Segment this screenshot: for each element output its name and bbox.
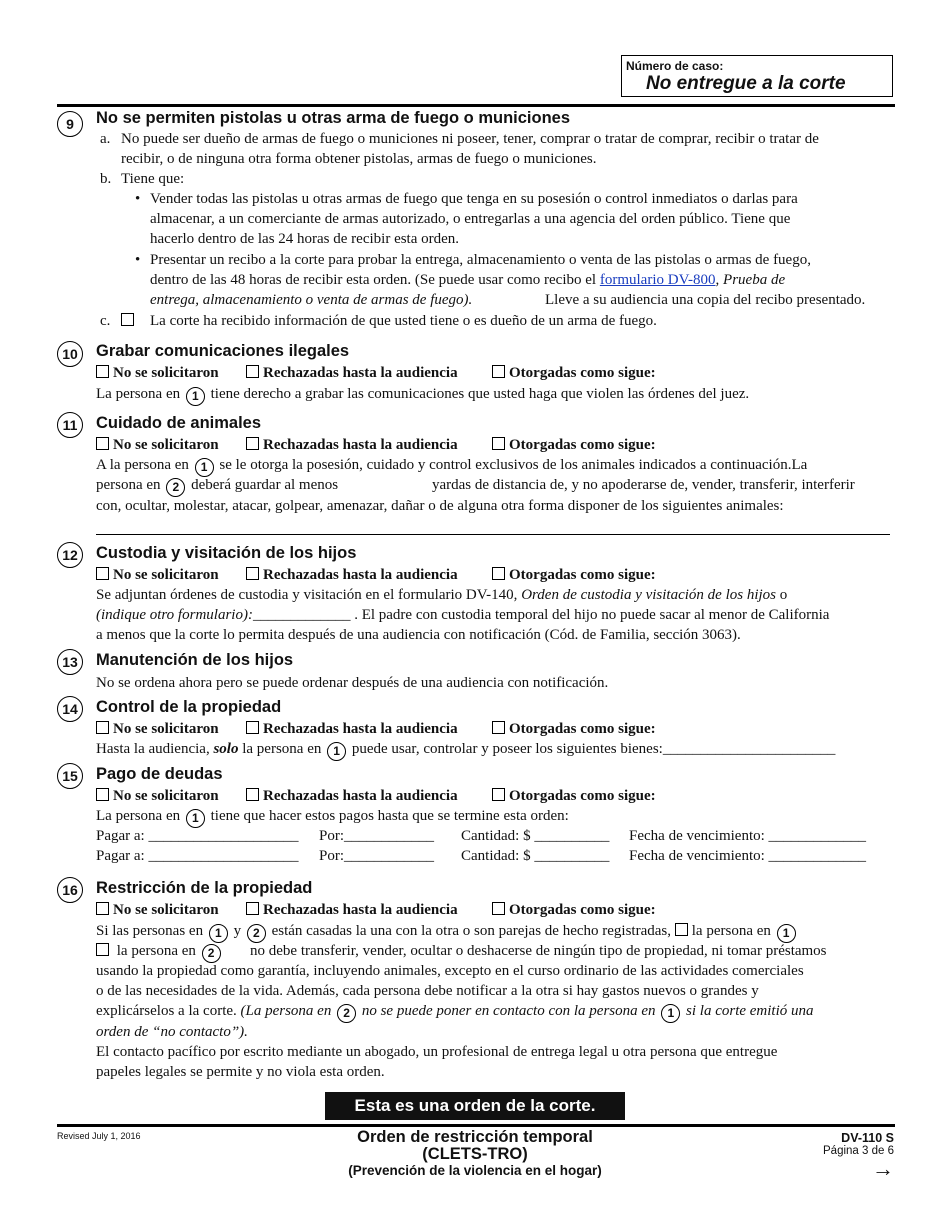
party-1-circle: 1 bbox=[186, 809, 205, 828]
s9-b-letter: b. bbox=[100, 171, 112, 187]
s9-b1-line2: almacenar, a un comerciante de armas autorizado, o entregarlas a una agencia del orden público. Tiene que bbox=[150, 211, 791, 227]
s16-line1: Si las personas en 1 y 2 están casadas la una con la otra o son parejas de hecho registradas, la persona en 1 bbox=[96, 921, 798, 943]
section-13-title: Manutención de los hijos bbox=[96, 651, 294, 669]
section-number-10: 10 bbox=[57, 341, 83, 367]
court-order-banner: Esta es una orden de la corte. bbox=[325, 1092, 625, 1120]
form-title-line3: (Prevención de la violencia en el hogar) bbox=[348, 1163, 602, 1178]
denied-checkbox[interactable] bbox=[246, 788, 259, 801]
s9-a-line1: No puede ser dueño de armas de fuego o municiones ni poseer, tener, comprar o tratar de comprar, recibir o tratar de bbox=[121, 131, 819, 147]
not-requested-checkbox[interactable] bbox=[96, 902, 109, 915]
s9-b2-line3-end: Lleve a su audiencia una copia del recibo presentado. bbox=[545, 292, 866, 308]
animals-fill-line[interactable] bbox=[96, 534, 890, 535]
form-title-line2: (CLETS-TRO) bbox=[422, 1145, 528, 1163]
not-requested-checkbox[interactable] bbox=[96, 788, 109, 801]
s16-line8: papeles legales se permite y no viola esta orden. bbox=[96, 1064, 385, 1080]
for-field-1[interactable]: Por:____________ bbox=[319, 828, 435, 844]
case-number-value: No entregue a la corte bbox=[646, 73, 846, 94]
bullet-icon: • bbox=[135, 191, 141, 207]
party-2-circle: 2 bbox=[202, 944, 221, 963]
due-date-field-1[interactable]: Fecha de vencimiento: _____________ bbox=[629, 828, 867, 844]
party-1-circle: 1 bbox=[186, 387, 205, 406]
s9-c-text: La corte ha recibido información de que usted tiene o es dueño de un arma de fuego. bbox=[150, 313, 657, 329]
not-requested-checkbox[interactable] bbox=[96, 365, 109, 378]
s9-b-intro: Tiene que: bbox=[121, 171, 185, 187]
granted-checkbox[interactable] bbox=[492, 365, 505, 378]
form-number: DV-110 S bbox=[841, 1131, 894, 1145]
s9-a-letter: a. bbox=[100, 131, 111, 147]
not-requested-checkbox[interactable] bbox=[96, 437, 109, 450]
section-12-title: Custodia y visitación de los hijos bbox=[96, 544, 357, 562]
denied-checkbox[interactable] bbox=[246, 365, 259, 378]
party-2-circle: 2 bbox=[337, 1004, 356, 1023]
s12-line3: a menos que la corte lo permita después de una audiencia con notificación (Cód. de Familia, sección 3063). bbox=[96, 627, 741, 643]
s16-line2-end: no debe transferir, vender, ocultar o deshacerse de ningún tipo de propiedad, ni tomar préstamos bbox=[250, 943, 827, 959]
form-title bbox=[300, 1128, 650, 1179]
s10-text: La persona en 1 tiene derecho a grabar las comunicaciones que usted haga que violen las órdenes del juez. bbox=[96, 384, 749, 406]
denied-checkbox[interactable] bbox=[246, 567, 259, 580]
next-page-arrow-icon[interactable]: → bbox=[872, 1156, 894, 1181]
section-number-15: 15 bbox=[57, 763, 83, 789]
s11-line2-end: yardas de distancia de, y no apoderarse de, vender, transferir, interferir bbox=[432, 477, 855, 493]
s16-line6: orden de “no contacto”). bbox=[96, 1024, 248, 1040]
s9-b1-line1: Vender todas las pistolas u otras armas de fuego que tenga en su posesión o control inmediatos o darlas para bbox=[150, 191, 798, 207]
s12-line2: (indique otro formulario):_____________ . El padre con custodia temporal del hijo no puede sacar al menor de California bbox=[96, 607, 830, 623]
party-1-circle: 1 bbox=[661, 1004, 680, 1023]
s16-line4: o de las necesidades de la vida. Además, cada persona debe notificar a la otra si hay gastos nuevos o grandes y bbox=[96, 983, 759, 999]
amount-field-2[interactable]: Cantidad: $ __________ bbox=[461, 848, 610, 864]
revised-date: Revised July 1, 2016 bbox=[57, 1131, 141, 1141]
s11-line2: persona en 2 deberá guardar al menos bbox=[96, 475, 338, 497]
granted-checkbox[interactable] bbox=[492, 788, 505, 801]
s16-line7: El contacto pacífico por escrito mediante un abogado, un profesional de entrega legal u otra persona que entregue bbox=[96, 1044, 778, 1060]
section-10-title: Grabar comunicaciones ilegales bbox=[96, 342, 350, 360]
for-field-2[interactable]: Por:____________ bbox=[319, 848, 435, 864]
party-1-circle: 1 bbox=[777, 924, 796, 943]
not-requested-checkbox[interactable] bbox=[96, 567, 109, 580]
party-1-circle: 1 bbox=[195, 458, 214, 477]
section-16-title: Restricción de la propiedad bbox=[96, 879, 313, 897]
s16-party1-checkbox[interactable] bbox=[675, 923, 688, 936]
section-number-14: 14 bbox=[57, 696, 83, 722]
granted-checkbox[interactable] bbox=[492, 437, 505, 450]
bullet-icon: • bbox=[135, 252, 141, 268]
s9-c-item bbox=[121, 311, 138, 331]
section-number-13: 13 bbox=[57, 649, 83, 675]
s9-b2-line2: dentro de las 48 horas de recibir esta orden. (Se puede usar como recibo el formulario DV-800, Prueba de bbox=[150, 272, 786, 288]
section-14-title: Control de la propiedad bbox=[96, 698, 282, 716]
form-dv800-link[interactable]: formulario DV-800 bbox=[599, 272, 716, 288]
party-2-circle: 2 bbox=[166, 478, 185, 497]
s14-text: Hasta la audiencia, solo la persona en 1 puede usar, controlar y poseer los siguientes bienes:_______________________ bbox=[96, 739, 835, 761]
granted-checkbox[interactable] bbox=[492, 567, 505, 580]
s16-party2-checkbox[interactable] bbox=[96, 943, 109, 956]
s11-line1: A la persona en 1 se le otorga la posesión, cuidado y control exclusivos de los animales indicados a continuación.La bbox=[96, 455, 807, 477]
party-2-circle: 2 bbox=[247, 924, 266, 943]
form-title-line1: Orden de restricción temporal bbox=[357, 1128, 593, 1146]
s12-line1: Se adjuntan órdenes de custodia y visitación en el formulario DV-140, Orden de custodia y visitación de los hijos o bbox=[96, 587, 788, 603]
pay-to-field-2[interactable]: Pagar a: ____________________ bbox=[96, 848, 299, 864]
denied-checkbox[interactable] bbox=[246, 437, 259, 450]
section-11-title: Cuidado de animales bbox=[96, 414, 262, 432]
s11-line3: con, ocultar, molestar, atacar, golpear, amenazar, dañar o de alguna otra forma disponer de los siguientes animales: bbox=[96, 498, 784, 514]
pay-to-field-1[interactable]: Pagar a: ____________________ bbox=[96, 828, 299, 844]
s9-c-letter: c. bbox=[100, 313, 111, 329]
section-number-11: 11 bbox=[57, 412, 83, 438]
s9-b1-line3: hacerlo dentro de las 24 horas de recibir esta orden. bbox=[150, 231, 460, 247]
denied-checkbox[interactable] bbox=[246, 721, 259, 734]
footer-divider bbox=[57, 1124, 895, 1127]
granted-checkbox[interactable] bbox=[492, 902, 505, 915]
section-15-title: Pago de deudas bbox=[96, 765, 223, 783]
granted-checkbox[interactable] bbox=[492, 721, 505, 734]
page-number: Página 3 de 6 bbox=[823, 1145, 894, 1157]
header-divider bbox=[57, 104, 895, 107]
party-1-circle: 1 bbox=[209, 924, 228, 943]
s16-line3: usando la propiedad como garantía, incluyendo animales, excepto en el curso ordinario de las actividades comerciales bbox=[96, 963, 804, 979]
section-number-9: 9 bbox=[57, 111, 83, 137]
amount-field-1[interactable]: Cantidad: $ __________ bbox=[461, 828, 610, 844]
case-number-box bbox=[621, 55, 893, 97]
s9-b2-line3: entrega, almacenamiento o venta de armas de fuego). bbox=[150, 292, 473, 308]
case-number-label: Número de caso: bbox=[626, 59, 724, 73]
s9-a-line2: recibir, o de ninguna otra forma obtener pistolas, armas de fuego o municiones. bbox=[121, 151, 597, 167]
due-date-field-2[interactable]: Fecha de vencimiento: _____________ bbox=[629, 848, 867, 864]
section-number-12: 12 bbox=[57, 542, 83, 568]
s15-intro: La persona en 1 tiene que hacer estos pagos hasta que se termine esta orden: bbox=[96, 806, 569, 828]
section-9-title: No se permiten pistolas u otras arma de fuego o municiones bbox=[96, 109, 571, 127]
s9-c-checkbox[interactable] bbox=[121, 313, 134, 326]
form-number-block bbox=[823, 1131, 894, 1180]
s9-b2-line1: Presentar un recibo a la corte para probar la entrega, almacenamiento o venta de las pistolas o armas de fuego, bbox=[150, 252, 811, 268]
s16-line2: la persona en 2 bbox=[96, 941, 223, 963]
s16-line5: explicárselos a la corte. (La persona en 2 no se puede poner en contacto con la persona en 1 si la corte emitió una bbox=[96, 1001, 814, 1023]
s13-text: No se ordena ahora pero se puede ordenar después de una audiencia con notificación. bbox=[96, 675, 609, 691]
party-1-circle: 1 bbox=[327, 742, 346, 761]
section-number-16: 16 bbox=[57, 877, 83, 903]
denied-checkbox[interactable] bbox=[246, 902, 259, 915]
not-requested-checkbox[interactable] bbox=[96, 721, 109, 734]
